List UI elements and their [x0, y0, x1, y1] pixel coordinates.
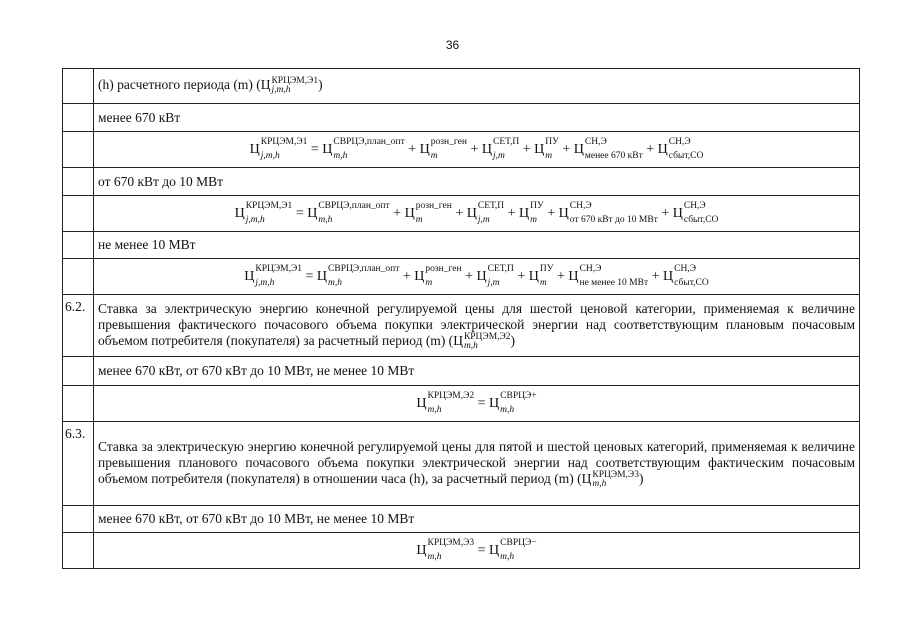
formula-operator: +: [553, 268, 569, 284]
section-number: 6.3.: [63, 422, 94, 506]
inline-formula-symbol: Ц КРЦЭМ,Э2 m,h: [453, 331, 511, 351]
formula-cell: [94, 386, 860, 422]
formula-term: Ц СН,Э не менее 10 МВт: [568, 263, 649, 288]
formula-term: Ц КРЦЭМ,Э1 j,m,h: [234, 200, 293, 225]
formula-operator: +: [642, 141, 658, 157]
table-row: [63, 357, 860, 386]
formula: [234, 200, 719, 225]
formula-cell: [94, 259, 860, 295]
formula-operator: =: [474, 542, 490, 558]
number-cell: [63, 232, 94, 259]
formula-operator: +: [451, 205, 467, 221]
formula-term: Ц СЕТ,П j,m: [481, 136, 520, 161]
table-row: [63, 168, 860, 196]
number-cell: [63, 533, 94, 569]
formula-term: Ц СН,Э менее 670 кВт: [573, 136, 643, 161]
table-row: [63, 506, 860, 533]
table-row: [63, 232, 860, 259]
formula-operator: +: [543, 205, 559, 221]
text-cell: менее 670 кВт, от 670 кВт до 10 МВт, не менее 10 МВт: [94, 357, 860, 386]
formula-term: Ц СН,Э сбыт,СО: [663, 263, 709, 288]
formula-term: Ц ПУ m: [528, 263, 554, 288]
formula-row: [63, 386, 860, 422]
number-cell: [63, 357, 94, 386]
section-text: Ставка за электрическую энергию конечной регулируемой цены для шестой ценовой категории, применяемая к величине превышения фактического почасового объема покупки электрической энергии над соответствующим плановым почасовым объемом потребителя (покупателя) за расчетный период (m) (Ц КРЦЭМ,Э2 m,h ): [94, 295, 860, 357]
row-text: (h) расчетного периода (m) (: [98, 77, 261, 93]
formula-operator: =: [302, 268, 317, 284]
formula-cell: [94, 533, 860, 569]
formula-operator: +: [389, 205, 405, 221]
text-cell: (h) расчетного периода (m) (Ц КРЦЭМ,Э1 j,m,h ): [94, 69, 860, 104]
formula-row: [63, 533, 860, 569]
formula-row: [63, 259, 860, 295]
formula-operator: +: [513, 268, 529, 284]
formula-cell: [94, 196, 860, 232]
formula: [244, 263, 709, 288]
formula-operator: +: [657, 205, 673, 221]
formula-operator: =: [307, 141, 323, 157]
table-row: [63, 69, 860, 104]
page-number: 36: [445, 38, 460, 52]
formula-term: Ц розн_ген m: [419, 136, 467, 161]
formula-term: Ц ПУ m: [534, 136, 559, 161]
number-cell: [63, 168, 94, 196]
tariff-table: [62, 68, 860, 569]
formula-term: Ц СВРЦЭ,план_опт m,h: [316, 263, 400, 288]
formula-term: Ц СВРЦЭ,план_опт m,h: [322, 136, 405, 161]
number-cell: [63, 69, 94, 104]
formula-term: Ц ПУ m: [519, 200, 544, 225]
formula-row: [63, 132, 860, 168]
formula-term: Ц СН,Э сбыт,СО: [672, 200, 719, 225]
formula-term: Ц СВРЦЭ− m,h: [489, 537, 537, 562]
formula-operator: +: [461, 268, 477, 284]
formula: [249, 136, 704, 161]
formula-operator: +: [519, 141, 535, 157]
formula-term: Ц КРЦЭМ,Э2 m,h: [416, 390, 475, 415]
formula-term: Ц СН,Э от 670 кВт до 10 МВт: [558, 200, 658, 225]
inline-formula-symbol: Ц КРЦЭМ,Э1 j,m,h: [260, 76, 319, 95]
formula-operator: =: [292, 205, 308, 221]
formula-operator: +: [648, 268, 664, 284]
formula-operator: =: [474, 395, 490, 411]
formula-term: Ц СН,Э сбыт,СО: [657, 136, 704, 161]
formula-row: [63, 196, 860, 232]
formula-operator: +: [504, 205, 520, 221]
inline-formula-symbol: Ц КРЦЭМ,Э3 m,h: [581, 469, 639, 489]
section-text: Ставка за электрическую энергию конечной регулируемой цены для пятой и шестой ценовых категорий, применяемая к величине превышения планового почасового объема покупки электрической энергии над соответствующим фактическим почасовым объемом потребителя (покупателя) в отношении часа (h), за расчетный период (m) (Ц КРЦЭМ,Э3 m,h ): [94, 422, 860, 506]
table-row: [63, 104, 860, 132]
formula-operator: +: [404, 141, 420, 157]
number-cell: [63, 104, 94, 132]
formula-operator: +: [558, 141, 574, 157]
formula-cell: [94, 132, 860, 168]
text-cell: менее 670 кВт, от 670 кВт до 10 МВт, не менее 10 МВт: [94, 506, 860, 533]
formula-term: Ц СВРЦЭ,план_опт m,h: [307, 200, 390, 225]
number-cell: [63, 132, 94, 168]
text-cell: менее 670 кВт: [94, 104, 860, 132]
formula-term: Ц СЕТ,П j,m: [466, 200, 505, 225]
formula-term: Ц КРЦЭМ,Э3 m,h: [416, 537, 475, 562]
section-number: 6.2.: [63, 295, 94, 357]
number-cell: [63, 196, 94, 232]
formula-term: Ц розн_ген m: [404, 200, 452, 225]
formula-term: Ц СЕТ,П j,m: [476, 263, 514, 288]
section-row: [63, 422, 860, 506]
number-cell: [63, 386, 94, 422]
number-cell: [63, 259, 94, 295]
formula: [416, 390, 537, 415]
formula: [416, 537, 537, 562]
formula-term: Ц КРЦЭМ,Э1 j,m,h: [249, 136, 308, 161]
formula-operator: +: [466, 141, 482, 157]
formula-term: Ц розн_ген m: [414, 263, 462, 288]
number-cell: [63, 506, 94, 533]
text-cell: от 670 кВт до 10 МВт: [94, 168, 860, 196]
text-cell: не менее 10 МВт: [94, 232, 860, 259]
section-row: [63, 295, 860, 357]
formula-operator: +: [399, 268, 415, 284]
formula-term: Ц СВРЦЭ+ m,h: [489, 390, 537, 415]
formula-term: Ц КРЦЭМ,Э1 j,m,h: [244, 263, 303, 288]
